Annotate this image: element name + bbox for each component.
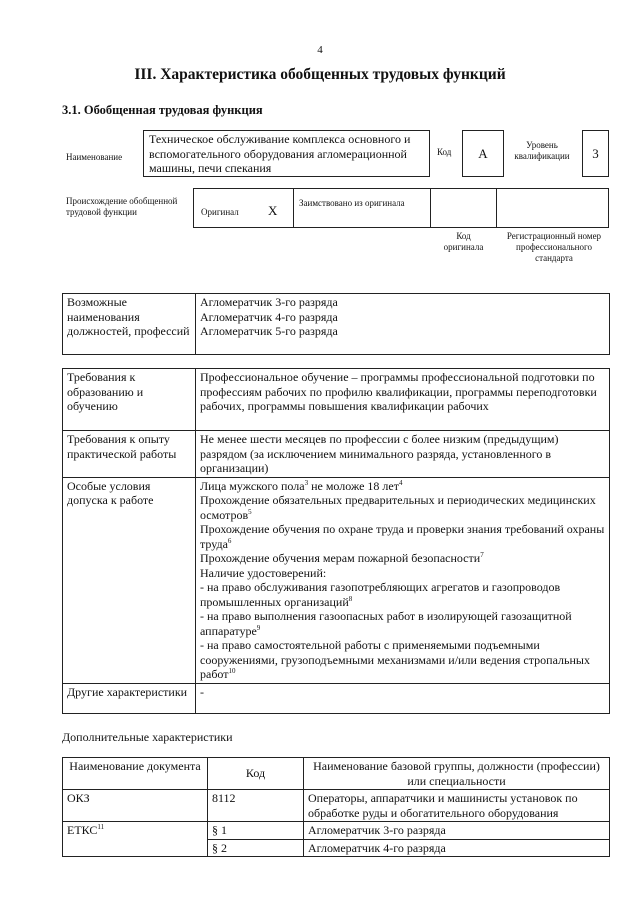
- table-row-doc: ОКЗ: [63, 790, 208, 822]
- section-title: III. Характеристика обобщенных трудовых функций: [134, 66, 506, 83]
- reg-number-label: Регистрационный номер профессионального стандарта: [506, 231, 602, 263]
- condition-item: Прохождение обязательных предварительных и периодических медицинских осмотров$^5$: [200, 493, 596, 522]
- table-row-code: 8112: [208, 790, 304, 822]
- code-original-label: Код оригинала: [443, 231, 484, 252]
- code-value: А: [462, 130, 504, 177]
- table-row-name: Операторы, аппаратчики и машинисты установок по обработке руды и обогатительного оборудования: [304, 790, 610, 822]
- experience-label: Требования к опыту практической работы: [63, 431, 196, 478]
- positions-table: [62, 293, 610, 355]
- position-item: Агломератчик 3-го разряда: [200, 295, 338, 309]
- condition-item: Наличие удостоверений:: [200, 565, 327, 580]
- positions-list: [196, 294, 610, 355]
- additional-table: [62, 757, 610, 857]
- condition-item: Прохождение обучения по охране труда и проверки знания требований охраны труда$^6$: [200, 522, 605, 551]
- level-label: Уровень квалификации: [514, 140, 570, 161]
- header-document: Наименование документа: [63, 758, 208, 790]
- name-value: Техническое обслуживание комплекса основного и вспомогательного оборудования агломерационной машины, печи спекания: [143, 130, 430, 177]
- conditions-list: [196, 477, 610, 683]
- other-value: -: [196, 683, 610, 713]
- header-group-name: Наименование базовой группы, должности (профессии) или специальности: [304, 758, 610, 790]
- experience-value: Не менее шести месяцев по профессии с более низким (предыдущим) разрядом (за исключением минимального разряда, установленного в организации): [196, 431, 610, 478]
- table-row-code: § 1: [208, 822, 304, 840]
- condition-item: - на право выполнения газоопасных работ в изолирующей газозащитной аппаратуре$^9$: [200, 609, 572, 638]
- table-row-code: § 2: [208, 839, 304, 857]
- education-label: Требования к образованию и обучению: [63, 369, 196, 431]
- condition-item: Прохождение обучения мерам пожарной безопасности$^7$: [200, 551, 484, 565]
- borrowed-label: Заимствовано из оригинала: [299, 198, 405, 208]
- additional-title: Дополнительные характеристики: [62, 730, 233, 744]
- requirements-table: [62, 368, 610, 714]
- condition-item: - на право самостоятельной работы с применяемыми подъемными сооружениями, грузоподъемными механизмами и/или ведения стропальных работ$^{10}$: [200, 638, 590, 681]
- page-number: 4: [317, 44, 323, 56]
- header-code: Код: [208, 758, 304, 790]
- education-value: Профессиональное обучение – программы профессиональной подготовки по профессиям рабочих по профилю квалификации, программы переподготовки рабочих, программы повышения квалификации рабочих: [196, 369, 610, 431]
- positions-label: Возможные наименования должностей, профессий: [63, 294, 196, 355]
- other-label: Другие характеристики: [63, 683, 196, 713]
- code-label: Код: [437, 147, 452, 157]
- table-row-name: Агломератчик 4-го разряда: [304, 839, 610, 857]
- level-value: 3: [582, 130, 609, 177]
- condition-item: - на право обслуживания газопотребляющих агрегатов и газопроводов промышленных организаций$^8$: [200, 580, 561, 609]
- original-label: Оригинал: [201, 207, 239, 217]
- position-item: Агломератчик 4-го разряда: [200, 309, 338, 324]
- table-row-doc: ЕТКС$^{11}$: [63, 822, 208, 857]
- name-label: Наименование: [66, 152, 123, 162]
- subsection-title: 3.1. Обобщенная трудовая функция: [62, 103, 263, 117]
- table-row-name: Агломератчик 3-го разряда: [304, 822, 610, 840]
- conditions-label: Особые условия допуска к работе: [63, 477, 196, 683]
- condition-item: Лица мужского пола$^3$ не моложе 18 лет$^4$: [200, 478, 403, 493]
- original-mark: X: [268, 203, 278, 218]
- origin-label: Происхождение обобщенной трудовой функции: [66, 196, 178, 217]
- position-item: Агломератчик 5-го разряда: [200, 324, 338, 338]
